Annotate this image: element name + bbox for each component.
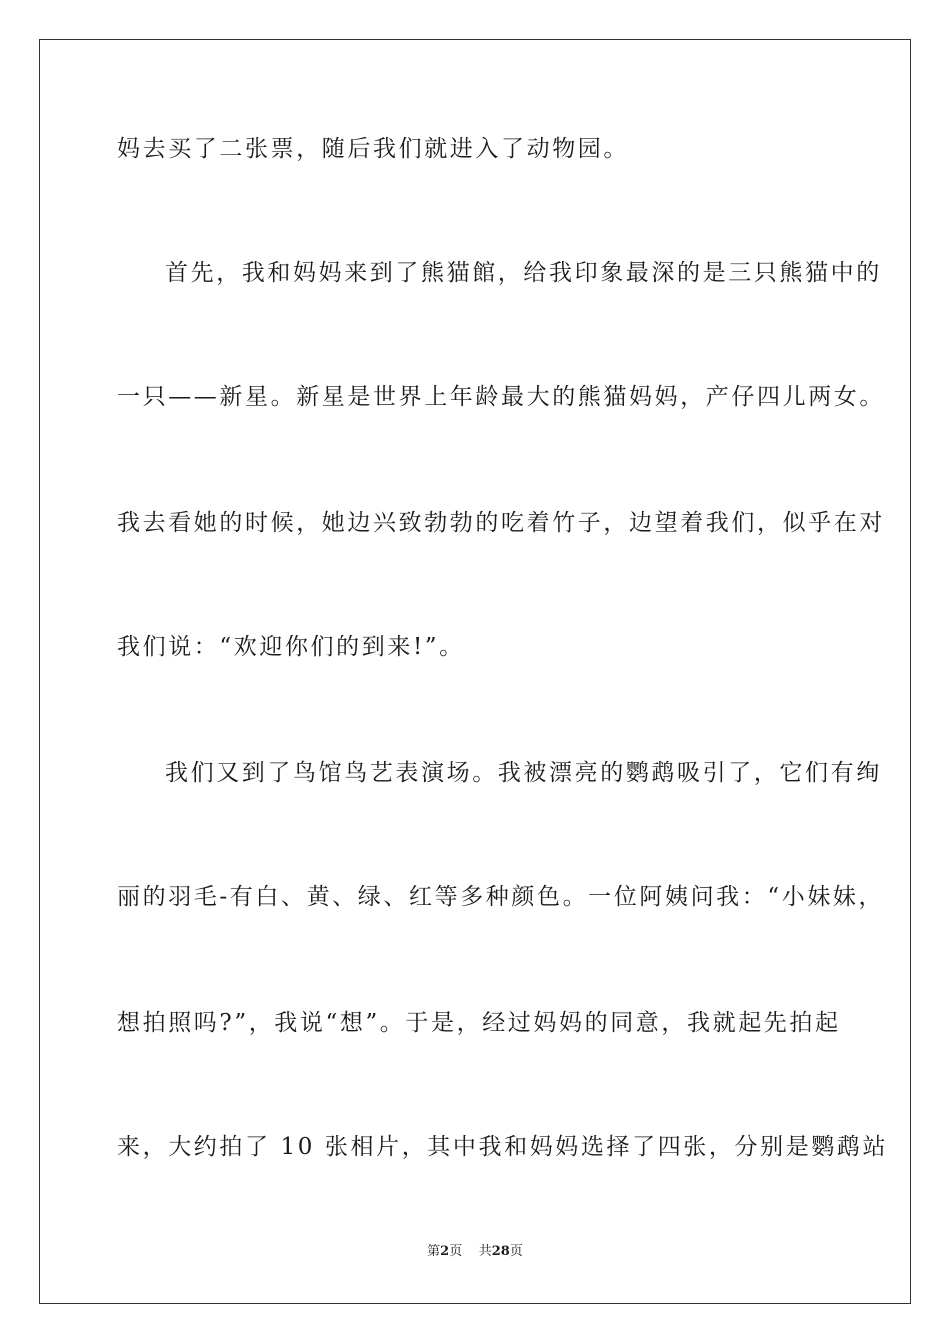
text-line-7: 丽的羽毛-有白、黄、绿、红等多种颜色。一位阿姨问我：“小妹妹， (117, 884, 885, 910)
text-line-1: 妈去买了二张票，随后我们就进入了动物园。 (117, 136, 629, 162)
text-line-8: 想拍照吗?”，我说“想”。于是，经过妈妈的同意，我就起先拍起 (117, 1010, 841, 1036)
footer-total-suffix: 页 (509, 1244, 523, 1259)
footer-total-pages: 28 (491, 1244, 510, 1259)
footer-page-suffix: 页 (449, 1244, 463, 1259)
text-line-5: 我们说：“欢迎你们的到来!”。 (117, 634, 465, 660)
footer-page-number: 2 (440, 1244, 450, 1259)
text-line-4: 我去看她的时候，她边兴致勃勃的吃着竹子，边望着我们，似乎在对 (117, 510, 885, 536)
text-line-6: 我们又到了鸟馆鸟艺表演场。我被漂亮的鹦鹉吸引了，它们有绚 (165, 760, 882, 786)
page-footer (0, 1243, 950, 1261)
footer-total-prefix: 共 (478, 1244, 492, 1259)
text-line-9: 来，大约拍了 10 张相片，其中我和妈妈选择了四张，分别是鹦鹉站 (117, 1134, 889, 1160)
text-line-3: 一只——新星。新星是世界上年龄最大的熊猫妈妈，产仔四儿两女。 (117, 384, 885, 410)
page-border (39, 39, 911, 1304)
footer-page-prefix: 第 (427, 1244, 441, 1259)
text-line-2: 首先，我和妈妈来到了熊猫館，给我印象最深的是三只熊猫中的 (165, 260, 882, 286)
